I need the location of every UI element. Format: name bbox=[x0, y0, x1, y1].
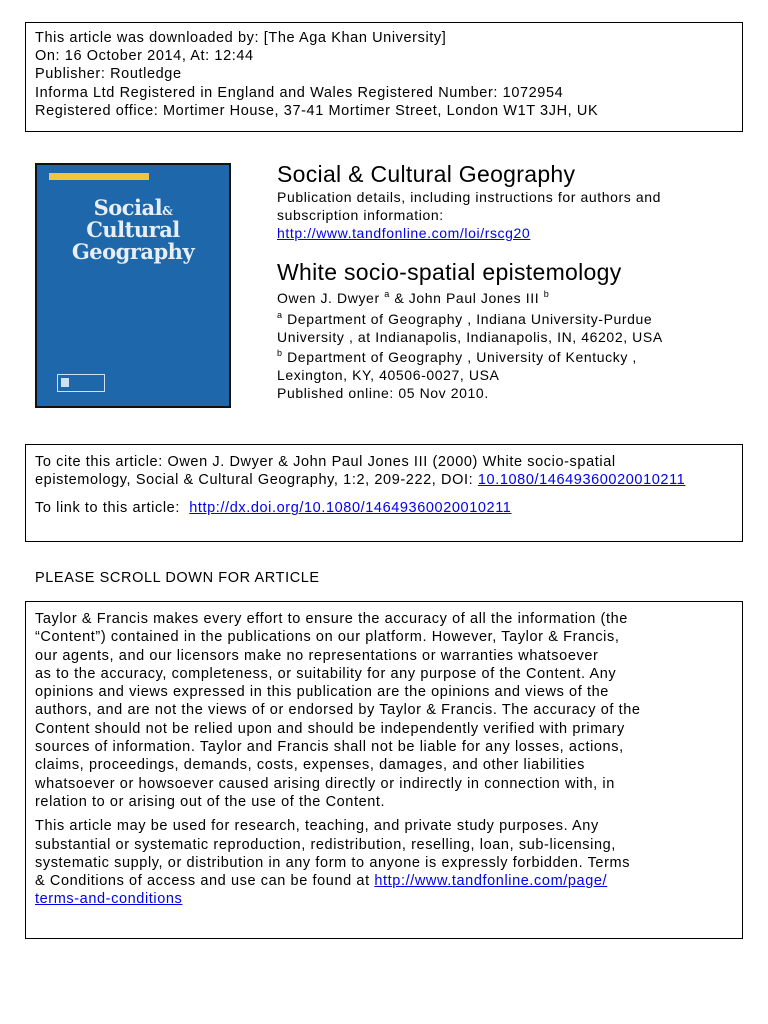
link-line bbox=[35, 499, 733, 517]
registered-office-line: Registered office: Mortimer House, 37-41 Mortimer Street, London W1T 3JH, UK bbox=[35, 102, 599, 119]
terms-line: substantial or systematic reproduction, redistribution, reselling, loan, sub-licensing, bbox=[35, 836, 616, 853]
author-1-affil: a bbox=[384, 289, 390, 299]
terms-line: Taylor & Francis makes every effort to ensure the accuracy of all the information (the bbox=[35, 611, 628, 627]
terms-line: systematic supply, or distribution in any form to anyone is expressly forbidden. Terms bbox=[35, 854, 631, 871]
terms-box bbox=[25, 601, 743, 939]
terms-line: opinions and views expressed in this publication are the opinions and views of the bbox=[35, 684, 609, 701]
scroll-notice: PLEASE SCROLL DOWN FOR ARTICLE bbox=[35, 570, 320, 586]
doi-link[interactable]: 10.1080/14649360020010211 bbox=[477, 472, 686, 489]
terms-line: Content should not be relied upon and should be independently verified with primary bbox=[35, 720, 625, 737]
publisher-logo-icon bbox=[57, 374, 105, 392]
terms-line: whatsoever or howsoever caused arising directly or indirectly in connection with, in bbox=[35, 775, 615, 792]
terms-line: authors, and are not the views of or endorsed by Taylor & Francis. The accuracy of the bbox=[35, 702, 641, 719]
terms-url-link[interactable]: http://www.tandfonline.com/page/ bbox=[374, 873, 608, 890]
cite-line1: To cite this article: Owen J. Dwyer & John Paul Jones III (2000) White socio-spatial bbox=[35, 454, 616, 470]
terms-line: our agents, and our licensors make no representations or warranties whatsoever bbox=[35, 647, 599, 664]
cover-title-line1: Social& bbox=[93, 195, 173, 220]
citation-box bbox=[25, 444, 743, 542]
download-line: This article was downloaded by: [The Aga Khan University] bbox=[35, 30, 447, 46]
affiliation-a-line2: University , at Indianapolis, Indianapolis, IN, 46202, USA bbox=[277, 328, 663, 345]
journal-details bbox=[277, 189, 661, 242]
terms-line: This article may be used for research, teaching, and private study purposes. Any bbox=[35, 818, 599, 835]
author-2: John Paul Jones III bbox=[408, 290, 540, 306]
terms-line bbox=[35, 890, 733, 908]
affiliation-b-line2: Lexington, KY, 40506-0027, USA bbox=[277, 367, 500, 384]
author-1: Owen J. Dwyer bbox=[277, 290, 380, 306]
affiliation-a-marker: a bbox=[277, 309, 283, 320]
terms-line: relation to or arising out of the use of the Content. bbox=[35, 793, 386, 810]
terms-line: as to the accuracy, completeness, or suitability for any purpose of the Content. Any bbox=[35, 665, 617, 682]
journal-details-line1: Publication details, including instructions for authors and bbox=[277, 189, 662, 205]
authors-line bbox=[277, 290, 663, 308]
journal-details-line2: subscription information: bbox=[277, 206, 444, 223]
affiliation-a-text: Department of Geography , Indiana University-Purdue bbox=[282, 310, 653, 327]
affiliation-b-text: Department of Geography , University of Kentucky , bbox=[282, 349, 637, 366]
terms-line bbox=[35, 872, 733, 890]
affiliation-b-line1 bbox=[277, 349, 663, 367]
affiliation-b-marker: b bbox=[277, 348, 283, 359]
journal-cover-image bbox=[35, 163, 231, 408]
cite-line2-text: epistemology, Social & Cultural Geography, 1:2, 209-222, DOI: bbox=[35, 472, 478, 489]
terms-url-link-continued[interactable]: terms-and-conditions bbox=[35, 891, 183, 908]
terms-line4-text: & Conditions of access and use can be found at bbox=[35, 873, 375, 890]
terms-line: “Content”) contained in the publications on our platform. However, Taylor & Francis, bbox=[35, 629, 620, 646]
registration-line: Informa Ltd Registered in England and Wales Registered Number: 1072954 bbox=[35, 84, 564, 101]
terms-line: claims, proceedings, demands, costs, expenses, damages, and other liabilities bbox=[35, 757, 585, 774]
author-2-affil: b bbox=[543, 289, 550, 299]
journal-title: Social & Cultural Geography bbox=[277, 161, 576, 187]
terms-line: sources of information. Taylor and Francis shall not be liable for any losses, actions, bbox=[35, 739, 624, 756]
download-date-line: On: 16 October 2014, At: 12:44 bbox=[35, 48, 254, 65]
article-title: White socio-spatial epistemology bbox=[277, 259, 622, 285]
author-separator: & bbox=[389, 290, 409, 306]
publisher-line: Publisher: Routledge bbox=[35, 66, 182, 83]
affiliation-a-line1 bbox=[277, 311, 663, 329]
cite-line2 bbox=[35, 471, 733, 489]
link-label: To link to this article: bbox=[35, 500, 190, 517]
journal-url-link[interactable]: http://www.tandfonline.com/loi/rscg20 bbox=[277, 224, 531, 241]
download-info-box bbox=[25, 22, 743, 132]
cover-title-line3: Geography bbox=[71, 239, 195, 264]
cover-top-strip bbox=[49, 173, 149, 180]
article-meta bbox=[277, 290, 663, 403]
cover-title-line2: Cultural bbox=[86, 217, 180, 242]
article-doi-url-link[interactable]: http://dx.doi.org/10.1080/14649360020010211 bbox=[189, 500, 512, 517]
published-online: Published online: 05 Nov 2010. bbox=[277, 384, 489, 401]
